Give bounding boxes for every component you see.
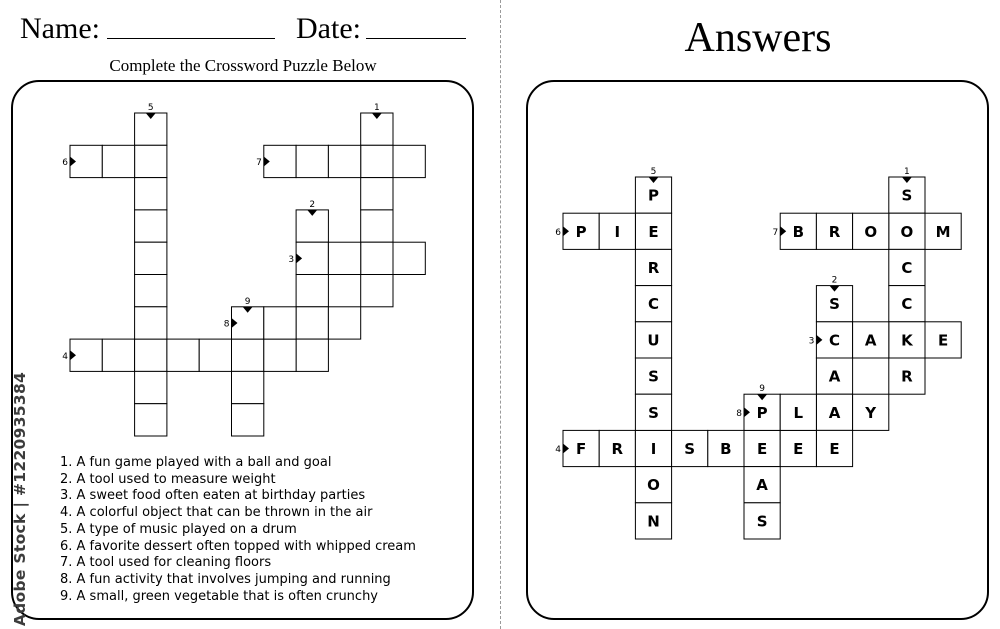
puzzle-cell[interactable] [232,371,264,403]
puzzle-cell[interactable] [135,339,167,371]
answer-letter: B [792,222,805,241]
answer-letter: M [935,222,951,241]
answer-letter: E [756,440,768,458]
clue-number: 4 [555,445,561,455]
answer-letter: O [864,222,878,241]
answer-letter: A [756,476,768,495]
puzzle-cell[interactable] [135,178,167,210]
puzzle-cell[interactable] [135,275,167,307]
answers-title: Answers [684,15,832,61]
answer-letter: K [901,331,913,350]
puzzle-cell[interactable] [135,242,167,274]
puzzle-cell[interactable] [361,210,393,242]
answer-letter: R [901,367,913,386]
puzzle-cell[interactable] [393,242,425,274]
puzzle-cell[interactable] [361,242,393,274]
answer-letter: C [647,295,660,314]
clue-number: 1 [373,103,380,113]
clue-number: 6 [62,157,68,168]
clue-number: 4 [62,351,68,362]
answer-grid [555,167,961,539]
clue-item: 2. A tool used to measure weight [60,471,276,487]
answer-letter: B [720,440,732,458]
puzzle-cell[interactable] [135,371,167,403]
answer-letter: E [937,331,949,350]
clue-item: 1. A fun game played with a ball and goal [60,455,332,470]
clue-number: 1 [904,167,910,177]
answer-letter: P [756,403,768,422]
answer-letter: F [575,440,587,458]
answer-letter: S [684,440,696,458]
puzzle-cell[interactable] [328,145,360,177]
puzzle-cell[interactable] [296,145,328,177]
answer-letter: E [793,440,804,458]
clue-number: 8 [736,408,742,419]
answer-letter: O [900,222,914,241]
puzzle-cell[interactable] [393,145,425,177]
answer-letter: P [648,186,659,205]
answer-letter: A [828,367,841,386]
puzzle-cell[interactable] [232,339,264,371]
answer-letter: I [650,440,657,458]
clue-number: 5 [147,103,154,113]
puzzle-cell[interactable] [135,210,167,242]
puzzle-cell[interactable] [199,339,231,371]
watermark-text: Adobe Stock | #1220935384 [11,371,29,627]
clue-number: 2 [831,275,838,286]
puzzle-cell[interactable] [296,339,328,371]
answer-letter: S [829,295,840,314]
puzzle-cell[interactable] [135,404,167,436]
clue-item: 4. A colorful object that can be thrown in the air [60,505,373,521]
puzzle-cell[interactable] [167,339,199,371]
answer-letter: R [828,222,841,241]
puzzle-cell[interactable] [264,339,296,371]
clue-number: 9 [244,296,251,307]
puzzle-grid [62,103,425,436]
answer-letter: S [648,367,659,386]
answer-letter: C [828,331,841,350]
clue-number: 6 [555,227,561,238]
puzzle-cell[interactable] [102,145,134,177]
answer-letter: I [614,222,621,241]
answer-letter: A [828,403,841,422]
puzzle-cell[interactable] [264,307,296,339]
clue-number: 7 [256,157,262,168]
clue-number: 8 [223,319,230,330]
answer-letter: C [901,259,913,277]
clue-number: 3 [288,254,295,265]
puzzle-cell[interactable] [135,307,167,339]
answer-letter: L [793,403,804,422]
name-label: Name: [20,12,100,45]
instruction-text: Complete the Crossword Puzzle Below [109,56,377,75]
clue-number: 7 [772,227,779,238]
puzzle-cell[interactable] [102,339,134,371]
puzzle-cell[interactable] [296,275,328,307]
answer-letter: N [647,512,660,531]
answer-letter: S [648,403,659,422]
clue-item: 3. A sweet food often eaten at birthday parties [60,488,366,504]
answer-letter: R [647,259,660,277]
date-label: Date: [296,12,361,45]
answer-letter: S [901,186,913,205]
puzzle-cell[interactable] [361,145,393,177]
puzzle-cell[interactable] [135,145,167,177]
clue-item: 8. A fun activity that involves jumping and running [60,571,391,587]
answer-letter: U [647,331,660,350]
puzzle-cell[interactable] [328,242,360,274]
answer-letter: E [648,222,659,241]
clue-item: 6. A favorite dessert often topped with whipped cream [60,538,416,554]
answer-letter: E [829,440,840,458]
puzzle-cell[interactable] [361,178,393,210]
puzzle-cell[interactable] [328,307,360,339]
puzzle-cell[interactable] [296,307,328,339]
puzzle-cell[interactable] [232,404,264,436]
clue-number: 5 [650,167,657,177]
clue-item: 7. A tool used for cleaning floors [60,555,272,571]
answer-letter: Y [865,403,877,422]
clue-number: 3 [808,336,815,347]
clue-item: 5. A type of music played on a drum [60,521,297,537]
answer-letter: P [575,222,587,241]
puzzle-cell[interactable] [361,275,393,307]
clue-item: 9. A small, green vegetable that is often crunchy [60,588,378,604]
answer-letter: O [647,476,660,495]
answer-letter: A [864,331,877,350]
answer-letter: R [611,440,624,458]
answer-letter: C [901,295,913,314]
clue-number: 2 [309,199,316,210]
clue-number: 9 [759,384,765,395]
answer-letter: S [756,512,768,531]
